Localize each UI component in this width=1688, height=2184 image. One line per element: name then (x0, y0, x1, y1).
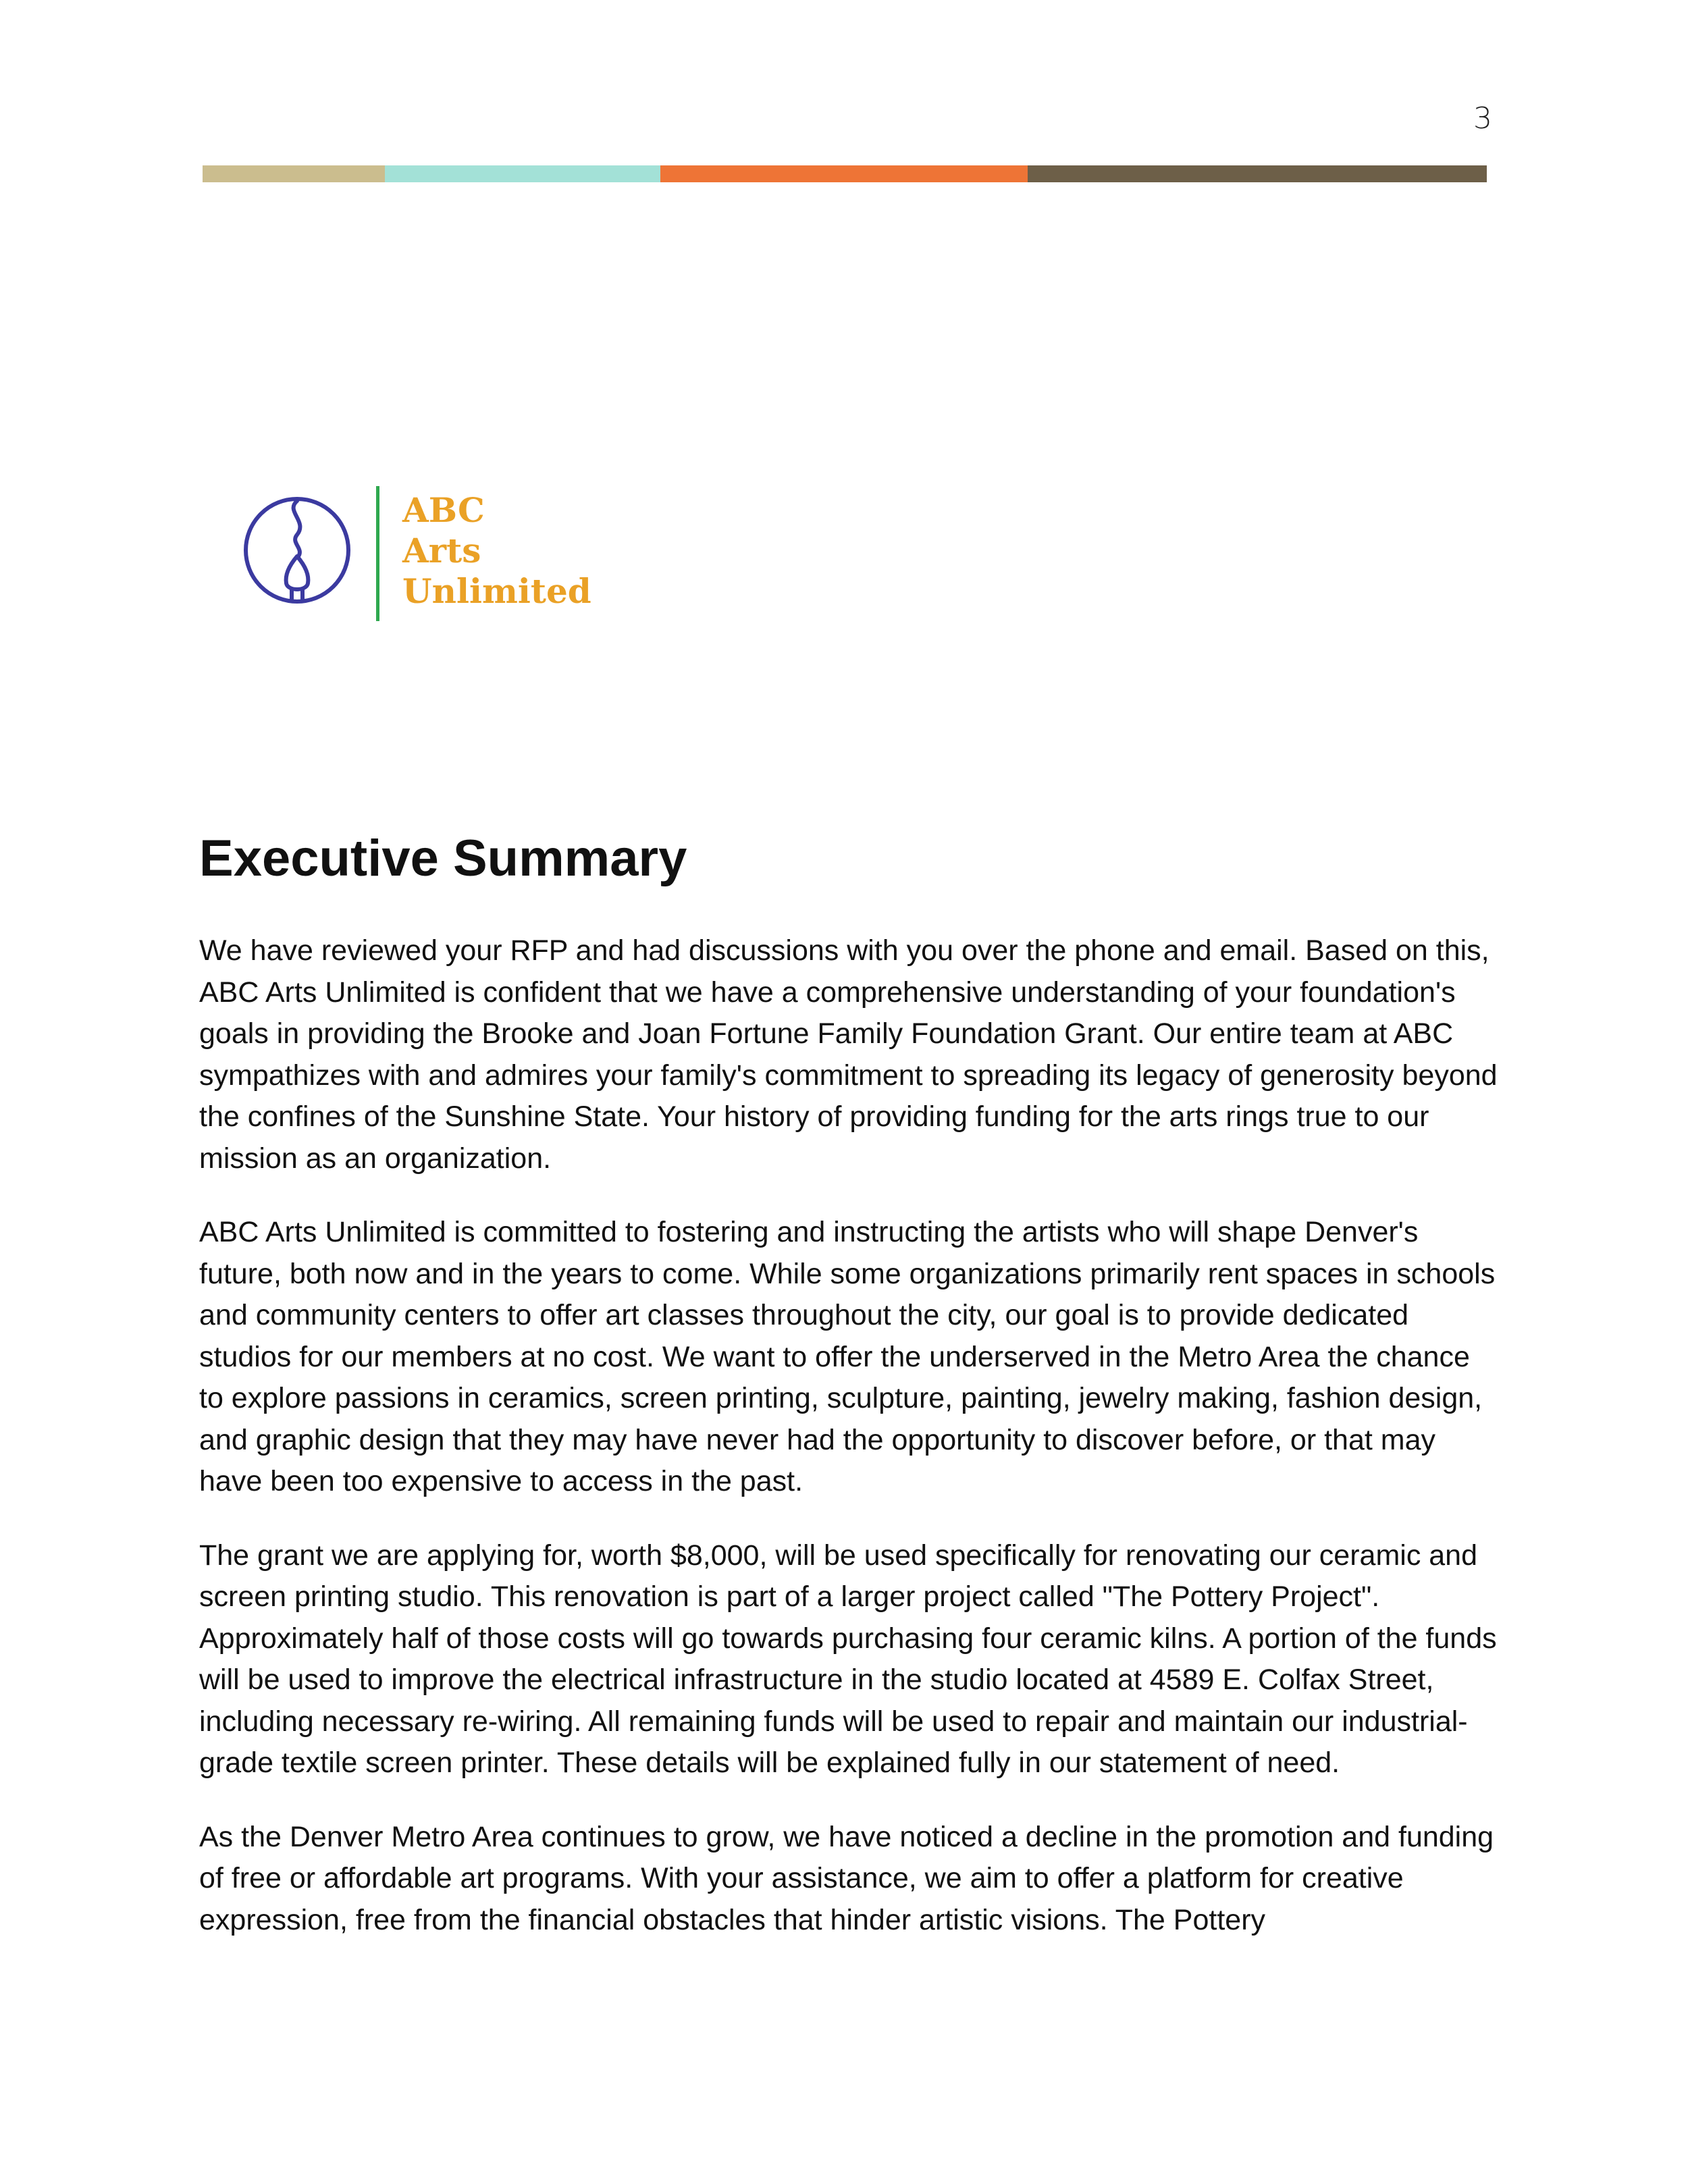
paragraph-3: The grant we are applying for, worth $8,000, will be used specifically for renovating our ceramic and screen printing studio. This renovation is part of a larger project called "The Pottery Project". Approximately half of those costs will go towards purchasing four ceramic kilns. A portion of the funds will be used to improve the electrical infrastructure in the studio located at 4589 E. Colfax Street, including necessary re-wiring. All remaining funds will be used to repair and maintain our industrial-grade textile screen printer. These details will be explained fully in our statement of need. (199, 1539, 1497, 1779)
section-title: Executive Summary (199, 830, 687, 887)
logo-wordmark (402, 490, 591, 612)
logo-line-3: Unlimited (402, 571, 591, 611)
header-color-bar (203, 165, 1487, 182)
color-bar-segment-4 (1028, 165, 1487, 182)
paragraph-2: ABC Arts Unlimited is committed to fostering and instructing the artists who will shape Denver's future, both now and in the years to come. While some organizations primarily rent spaces in schools and community centers to offer art classes throughout the city, our goal is to provide dedicated studios for our members at no cost. We want to offer the underserved in the Metro Area the chance to explore passions in ceramics, screen printing, sculpture, painting, jewelry making, fashion design, and graphic design that they may have never had the opportunity to discover before, or that may have been too expensive to access in the past. (199, 1216, 1496, 1497)
logo-line-1: ABC (402, 490, 485, 530)
color-bar-segment-3 (660, 165, 1028, 182)
color-bar-segment-1 (203, 165, 385, 182)
color-bar-segment-2 (385, 165, 660, 182)
logo-line-2: Arts (402, 531, 481, 570)
paragraph-1: We have reviewed your RFP and had discussions with you over the phone and email. Based on this, ABC Arts Unlimited is confident that we have a comprehensive understanding of your foundation's goals in providing the Brooke and Joan Fortune Family Foundation Grant. Our entire team at ABC sympathizes with and admires your family's commitment to spreading its legacy of generosity beyond the confines of the Sunshine State. Your history of providing funding for the arts rings true to our mission as an organization. (199, 934, 1498, 1175)
section-body (199, 930, 1499, 1973)
organization-logo (243, 481, 594, 622)
page-number: 3 (1473, 101, 1492, 136)
logo-divider (376, 486, 379, 621)
paintbrush-circle-icon (243, 481, 358, 616)
paragraph-4: As the Denver Metro Area continues to grow, we have noticed a decline in the promotion and funding of free or affordable art programs. With your assistance, we aim to offer a platform for creative expression, free from the financial obstacles that hinder artistic visions. The Pottery (199, 1820, 1494, 1936)
